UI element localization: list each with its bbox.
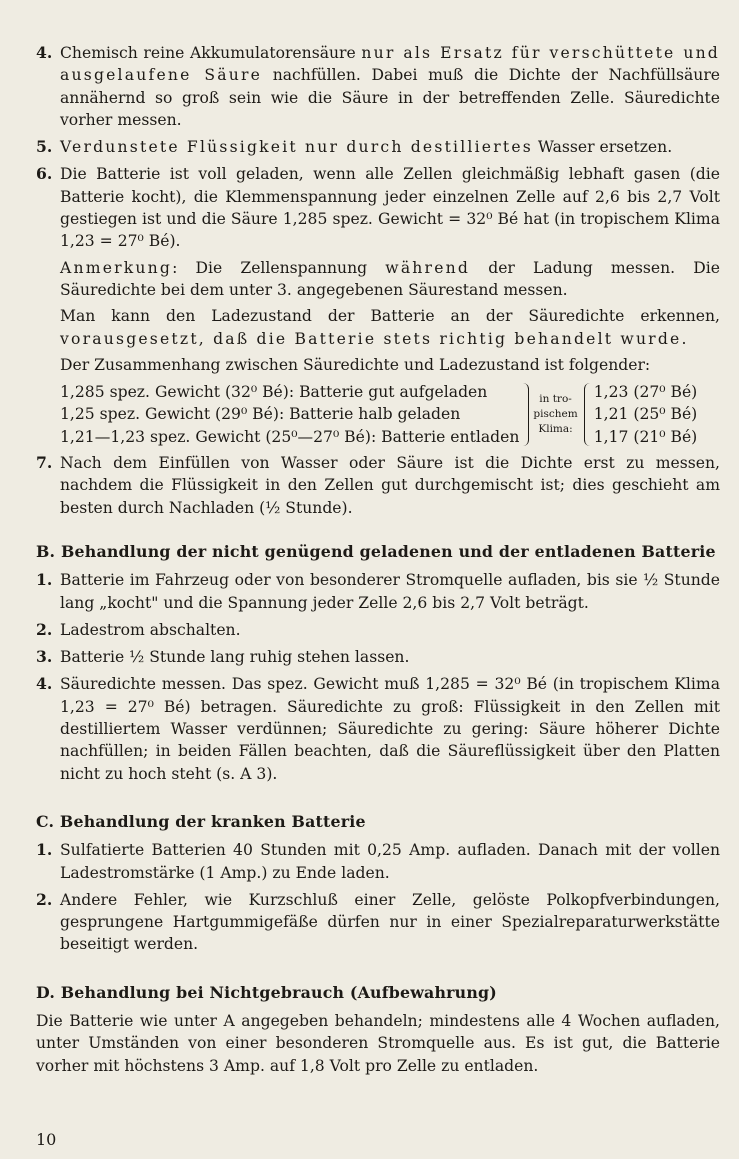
list-item-b3 (36, 646, 720, 668)
charge-paragraph (60, 305, 720, 350)
tropical-row: 1,23 (27⁰ Bé) (593, 383, 698, 402)
density-row: 1,21—1,23 spez. Gewicht (25⁰—27⁰ Bé): Batterie entladen (60, 427, 520, 446)
item-number: 5. (36, 137, 53, 157)
climate-label-line: pischem (533, 408, 578, 421)
list-item-a5 (36, 136, 720, 158)
section-d-text: Die Batterie wie unter A angegeben behandeln; mindestens alle 4 Wochen aufladen, unter Umständen von einer besonderen Stromquelle aus. Es ist gut, die Batterie vorher mit höchstens 3 Amp. auf 1,8 Volt pro Zelle zu entladen. (36, 1011, 720, 1075)
page-number: 10 (36, 1130, 57, 1149)
climate-label-line: in tro- (539, 393, 572, 406)
list-item-b1 (36, 569, 720, 614)
list-item-a6 (36, 163, 720, 376)
note-emphasis: während (385, 258, 471, 277)
tropical-values (594, 381, 698, 448)
list-item-c1 (36, 839, 720, 884)
item-text: Batterie ½ Stunde lang ruhig stehen lassen. (60, 648, 410, 667)
tropical-row: 1,17 (21⁰ Bé) (593, 427, 698, 446)
list-item-a4 (36, 42, 720, 131)
item-number: 1. (36, 840, 53, 860)
list-item-a7 (36, 452, 720, 519)
item-number: 6. (36, 164, 53, 184)
density-rows (60, 381, 519, 448)
item-text: Sulfatierte Batterien 40 Stunden mit 0,25 Amp. aufladen. Danach mit der vollen Ladestromstärke (1 Amp.) zu Ende laden. (60, 841, 720, 882)
section-b-heading: B. Behandlung der nicht genügend geladenen und der entladenen Batterie (36, 541, 716, 561)
list-item-c2 (36, 889, 720, 956)
item-number: 4. (36, 674, 53, 694)
density-table (60, 381, 720, 448)
item-text: Ladestrom abschalten. (60, 620, 241, 639)
opening-brace (584, 383, 592, 446)
charge-emphasis: vorausgesetzt, daß die Batterie stets richtig behandelt wurde. (60, 329, 689, 348)
item-text-emphasis: nur als Ersatz für verschüttete und ausgelaufene Säure (60, 44, 720, 85)
item-number: 7. (36, 453, 53, 473)
item-number: 2. (36, 889, 53, 909)
item-text: Andere Fehler, wie Kurzschluß einer Zelle, gelöste Polkopfverbindungen, gesprungene Hartgummigefäße dürfen nur in einer Spezialreparaturwerkstätte beseitigt werden. (60, 890, 720, 954)
density-row: 1,25 spez. Gewicht (29⁰ Bé): Batterie halb geladen (60, 405, 461, 424)
note-paragraph (60, 257, 720, 302)
density-row: 1,285 spez. Gewicht (32⁰ Bé): Batterie gut aufgeladen (60, 383, 488, 402)
note-text: der Ladung messen. Die Säuredichte bei dem unter 3. angegebenen Säurestand messen. (60, 258, 720, 299)
item-text: Wasser ersetzen. (532, 138, 673, 157)
item-text: Die Batterie ist voll geladen, wenn alle Zellen gleichmäßig lebhaft gasen (die Batterie kocht), die Klemmenspannung jeder einzelnen Zelle auf 2,6 bis 2,7 Volt gestiegen ist und die Säure 1,285 spez. Gewicht = 32⁰ Bé hat (in tropischem Klima 1,23 = 27⁰ Bé). (60, 165, 720, 251)
list-item-b2 (36, 619, 720, 641)
note-text: : Die Zellenspannung (172, 258, 386, 277)
item-text: Chemisch reine Akkumulatorensäure (60, 44, 362, 62)
item-text: nachfüllen. Dabei muß die Dichte der Nachfüllsäure annähernd so groß sein wie die Säure in der betreffenden Zelle. Säuredichte vorher messen. (60, 66, 720, 129)
note-label: Anmerkung (60, 258, 173, 277)
item-number: 2. (36, 619, 53, 639)
section-c-heading: C. Behandlung der kranken Batterie (36, 811, 366, 831)
charge-text: Man kann den Ladezustand der Batterie an der Säuredichte erkennen, (60, 307, 720, 326)
item-text: Säuredichte messen. Das spez. Gewicht muß 1,285 = 32⁰ Bé (in tropischem Klima 1,23 = 27⁰ Bé) betragen. Säuredichte zu groß: Flüssigkeit in den Zellen mit destilliertem Wasser verdünnen; Säuredichte zu gering: Säure höherer Dichte nachfüllen; in beiden Fällen beachten, daß die Säureflüssigkeit über den Platten nicht zu hoch steht (s. A 3). (60, 675, 720, 783)
section-d-heading: D. Behandlung bei Nichtgebrauch (Aufbewahrung) (36, 982, 497, 1002)
item-text-emphasis: Verdunstete Flüssigkeit nur durch destilliertes (60, 138, 533, 157)
climate-label-line: Klima: (538, 423, 573, 436)
relation-paragraph: Der Zusammenhang zwischen Säuredichte und Ladezustand ist folgender: (60, 355, 651, 374)
item-number: 1. (36, 570, 53, 590)
item-text: Nach dem Einfüllen von Wasser oder Säure ist die Dichte erst zu messen, nachdem die Flüssigkeit in den Zellen gut durchgemischt ist; dies geschieht am besten durch Nachladen (½ Stunde). (60, 454, 720, 517)
climate-label (531, 381, 579, 448)
tropical-row: 1,21 (25⁰ Bé) (593, 405, 698, 424)
item-number: 3. (36, 647, 53, 667)
list-item-b4 (36, 673, 720, 784)
page-content (36, 42, 720, 1081)
item-number: 4. (36, 43, 53, 62)
closing-brace (521, 383, 529, 446)
item-text: Batterie im Fahrzeug oder von besonderer Stromquelle aufladen, bis sie ½ Stunde lang „kocht" und die Spannung jeder Zelle 2,6 bis 2,7 Volt beträgt. (60, 571, 720, 612)
